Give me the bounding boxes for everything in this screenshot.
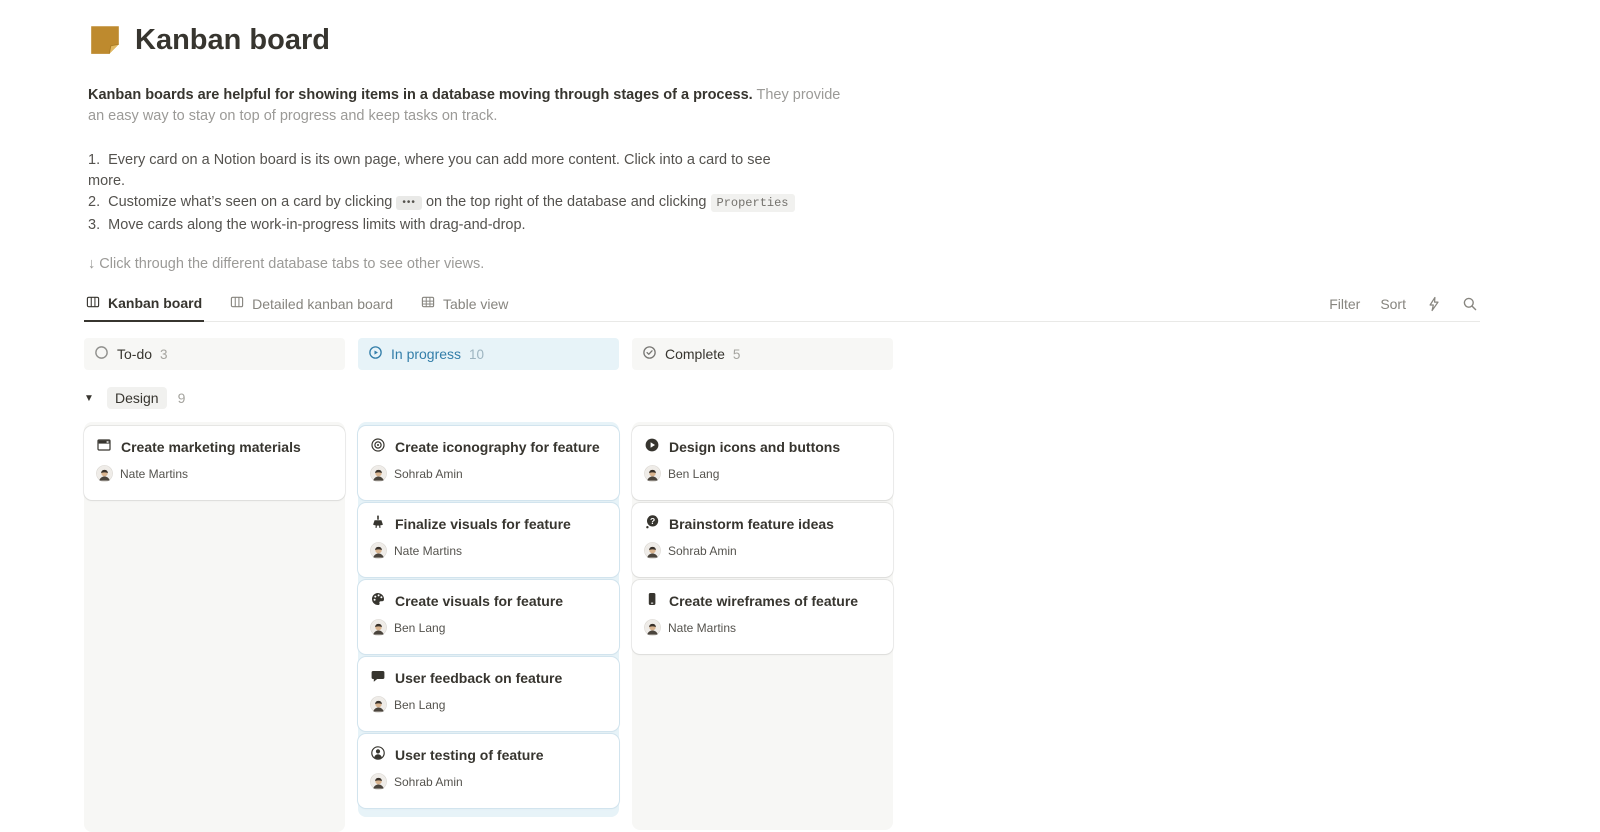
question-circle-icon [644,514,660,533]
card-create-wireframes-of-feature[interactable] [632,580,893,654]
page-description [88,85,846,127]
speech-bubble-icon [370,668,386,687]
assignee-name: Nate Martins [668,621,736,635]
card-create-marketing-materials[interactable] [84,426,345,500]
card-title: Create wireframes of feature [669,593,858,609]
ellipsis-badge: ••• [396,196,422,210]
page-content [0,0,800,272]
circle-outline-icon [94,345,109,363]
avatar [370,542,387,559]
check-circle-icon [642,345,657,363]
column-header-complete[interactable] [632,338,893,370]
list-item-1 [88,150,800,191]
avatar [96,465,113,482]
list-number: 1. [88,152,100,168]
lightning-icon[interactable] [1426,296,1442,312]
list-text: Customize what’s seen on a card by clicking [108,194,392,210]
window-icon [96,437,112,456]
list-text: Move cards along the work-in-progress limits with drag-and-drop. [108,217,525,233]
svg-text:?: ? [650,516,655,526]
page-title: Kanban board [135,22,330,58]
play-circle-filled-icon [644,437,660,456]
column-complete [632,422,893,830]
description-bold: Kanban boards are helpful for showing items in a database moving through stages of a process. [88,87,753,103]
column-count: 3 [160,347,168,362]
user-circle-icon [370,745,386,764]
column-label: Complete [665,346,725,362]
card-title: Create iconography for feature [395,439,600,455]
group-count: 9 [178,390,186,406]
group-header-design [84,385,1480,411]
assignee-name: Sohrab Amin [394,775,463,789]
avatar [644,465,661,482]
list-item-2 [88,192,800,214]
assignee-name: Ben Lang [394,698,445,712]
list-number: 2. [88,194,100,210]
card-create-visuals-for-feature[interactable] [358,580,619,654]
column-header-in-progress[interactable] [358,338,619,370]
card-title: User testing of feature [395,747,544,763]
table-view-icon [421,295,435,312]
avatar [370,696,387,713]
description-rest: They provide an easy way to stay on top of progress and keep tasks on track. [88,87,840,124]
group-toggle-icon[interactable]: ▼ [84,393,96,404]
board-view-icon [230,295,244,312]
page-header [88,22,800,58]
column-header-todo[interactable] [84,338,345,370]
list-text: on the top right of the database and clicking [426,194,707,210]
tab-detailed-kanban-board[interactable] [228,286,395,321]
group-name-badge[interactable]: Design [107,387,167,409]
card-user-feedback-on-feature[interactable] [358,657,619,731]
assignee-name: Sohrab Amin [394,467,463,481]
kanban-board [84,338,1480,832]
gold-note-page-icon[interactable] [88,23,122,57]
column-label: To-do [117,346,152,362]
assignee-name: Nate Martins [394,544,462,558]
assignee-name: Sohrab Amin [668,544,737,558]
card-title: Design icons and buttons [669,439,840,455]
assignee-name: Ben Lang [394,621,445,635]
card-user-testing-of-feature[interactable] [358,734,619,808]
assignee-name: Nate Martins [120,467,188,481]
palette-icon [370,591,386,610]
assignee-name: Ben Lang [668,467,719,481]
avatar [644,619,661,636]
target-icon [370,437,386,456]
card-title: Create visuals for feature [395,593,563,609]
avatar [370,465,387,482]
tab-kanban-board[interactable] [84,286,204,322]
view-toolbar [1329,286,1480,321]
numbered-list [88,150,800,235]
tab-table-view[interactable] [419,286,510,321]
properties-code-badge: Properties [711,194,795,212]
card-title: Brainstorm feature ideas [669,516,834,532]
board-view-icon [86,295,100,312]
card-create-iconography-for-feature[interactable] [358,426,619,500]
sort-button[interactable]: Sort [1380,296,1406,312]
search-icon[interactable] [1462,296,1478,312]
phone-icon [644,591,660,610]
column-todo [84,422,345,832]
column-count: 5 [733,347,741,362]
tab-label: Table view [443,296,508,312]
view-tabs [84,286,510,321]
column-label: In progress [391,346,461,362]
avatar [370,773,387,790]
list-item-3 [88,215,800,236]
tab-label: Kanban board [108,295,202,311]
avatar [370,619,387,636]
card-title: User feedback on feature [395,670,562,686]
list-text: Every card on a Notion board is its own page, where you can add more content. Click into a card to see more. [88,152,771,189]
hint-caption: ↓ Click through the different database tabs to see other views. [88,256,800,272]
column-count: 10 [469,347,484,362]
play-circle-outline-icon [368,345,383,363]
card-design-icons-and-buttons[interactable] [632,426,893,500]
board-columns [84,422,1480,832]
list-number: 3. [88,217,100,233]
card-brainstorm-feature-ideas[interactable] [632,503,893,577]
tab-label: Detailed kanban board [252,296,393,312]
avatar [644,542,661,559]
paintbrush-icon [370,514,386,533]
card-title: Finalize visuals for feature [395,516,571,532]
column-in-progress [358,422,619,817]
card-title: Create marketing materials [121,439,301,455]
column-headers [84,338,1480,370]
filter-button[interactable]: Filter [1329,296,1360,312]
card-finalize-visuals-for-feature[interactable] [358,503,619,577]
database-tabbar [84,286,1480,322]
